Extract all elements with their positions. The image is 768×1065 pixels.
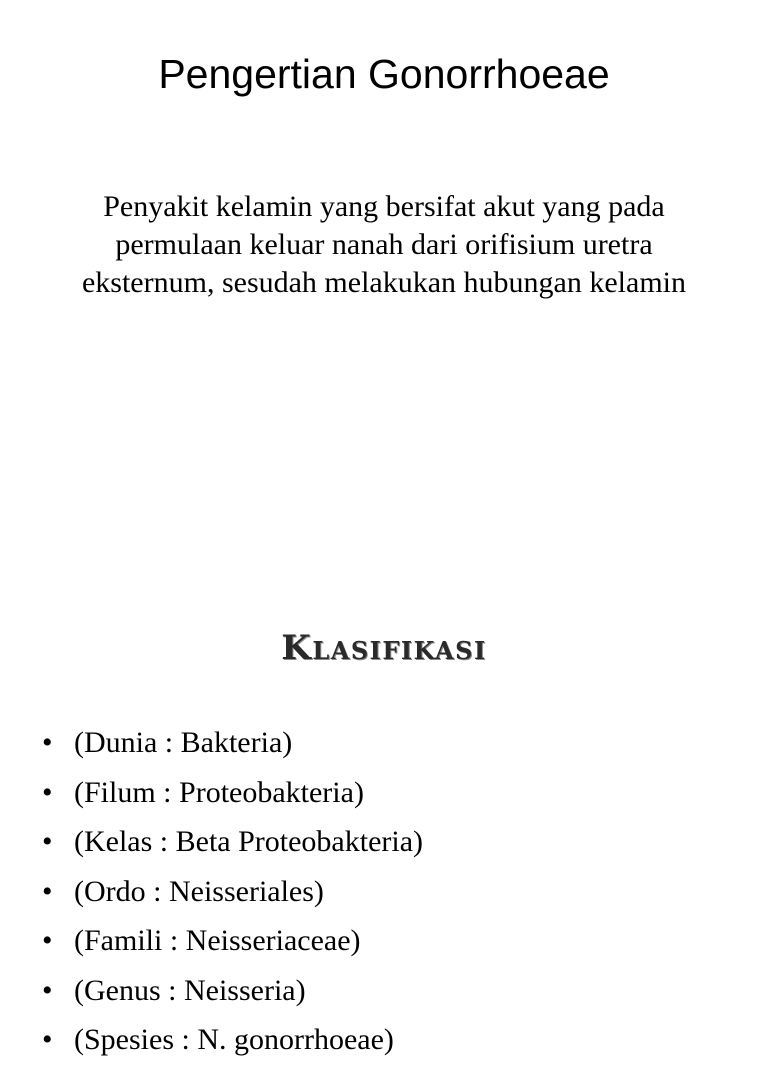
list-item-text: (Filum : Proteobakteria) — [74, 775, 364, 809]
bullet-icon: • — [42, 825, 53, 858]
bullet-icon: • — [42, 924, 53, 957]
section-heading-klasifikasi: Klasifikasi — [281, 628, 487, 668]
list-item-text: (Dunia : Bakteria) — [74, 726, 293, 759]
bullet-icon: • — [42, 973, 53, 1007]
page-title: Pengertian Gonorrhoeae — [158, 51, 610, 97]
list-item — [40, 1015, 740, 1065]
list-item — [40, 966, 740, 1016]
list-item-text: (Kelas : Beta Proteobakteria) — [74, 825, 424, 858]
bullet-icon: • — [42, 874, 53, 908]
list-item — [40, 916, 740, 966]
list-item — [40, 718, 740, 768]
list-item-text: (Ordo : Neisseriales) — [74, 874, 324, 908]
definition-paragraph: Penyakit kelamin yang bersifat akut yang pada permulaan keluar nanah dari orifisium uretra eksternum, sesudah melakukan hubungan kelamin — [81, 190, 686, 299]
list-item-text: (Genus : Neisseria) — [74, 973, 306, 1007]
bullet-icon: • — [42, 726, 53, 759]
bullet-icon: • — [42, 1023, 53, 1056]
list-item — [40, 817, 740, 867]
classification-list — [40, 718, 740, 1065]
list-item-text: (Famili : Neisseriaceae) — [74, 924, 361, 957]
bullet-icon: • — [42, 775, 53, 809]
list-item — [40, 768, 740, 818]
list-item — [40, 867, 740, 917]
list-item-text: (Spesies : N. gonorrhoeae) — [74, 1023, 394, 1056]
